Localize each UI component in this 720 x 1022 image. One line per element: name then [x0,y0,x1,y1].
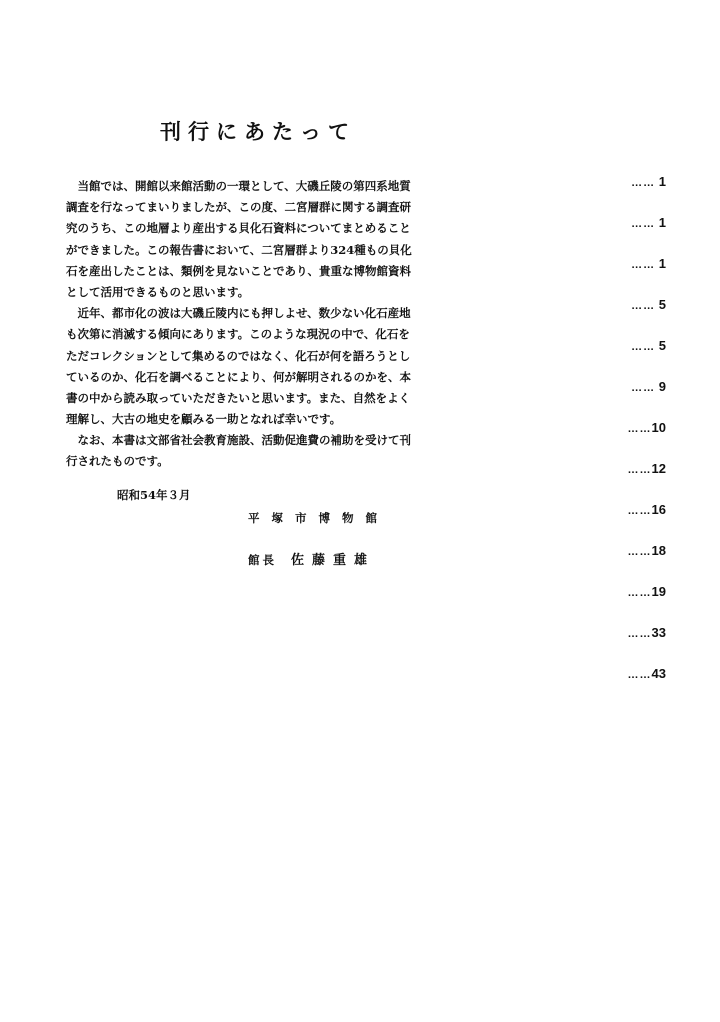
director-role: 館長 [248,553,277,567]
toc-page-number: 12 [651,461,666,476]
institution-name: 平塚市博物館 [248,511,389,525]
toc-page-number: 1 [658,174,666,189]
body-line: として活用できるものと思います。 [66,284,250,299]
body-line: ができました。この報告書において、二宮層群より324種もの貝化 [66,242,412,257]
toc-entry [631,215,666,230]
body-line: 行されたものです。 [66,454,169,469]
toc-page-number: 43 [651,666,666,681]
toc-page-number: 18 [651,543,666,558]
toc-leader: …… [631,177,656,189]
toc-entry [628,420,666,435]
toc-leader: …… [627,423,652,435]
toc-entry [628,666,666,681]
body-line: 当館では、開館以来館活動の一環として、大磯丘陵の第四系地質 [66,179,411,193]
toc-page-number: 1 [658,256,666,271]
toc-page-number: 10 [651,420,666,435]
toc-entry [628,461,666,476]
toc-leader: …… [631,382,656,394]
toc-leader: …… [631,218,656,230]
toc-leader: …… [631,259,656,271]
body-line: 石を産出したことは、類例を見ないことであり、貴重な博物館資料 [66,263,411,278]
toc-page-number: 9 [658,379,666,394]
toc-page-number: 16 [651,502,666,517]
director-name: 佐藤重雄 [291,553,376,568]
body-line: 書の中から読み取っていただきたいと思います。また、自然をよく [66,390,411,405]
toc-entry [628,502,666,517]
toc-entry [631,338,666,353]
director-signature [248,549,375,568]
body-line: も次第に消滅する傾向にあります。このような現況の中で、化石を [66,327,410,342]
toc-leader: …… [627,587,652,599]
toc-leader: …… [631,341,656,353]
toc-leader: …… [627,628,652,640]
toc-entry [631,256,666,271]
toc-leader: …… [627,464,652,476]
toc-page-number: 5 [658,338,666,353]
toc-leader: …… [627,505,652,517]
body-line: 調査を行なってまいりましたが、この度、二宮層群に関する調査研 [66,200,411,215]
toc-entry [628,543,666,558]
body-line: ただコレクションとして集めるのではなく、化石が何を語ろうとし [66,348,411,363]
toc-entry [631,174,666,189]
toc-page-number: 5 [658,297,666,312]
toc-leader: …… [627,669,652,681]
toc-page-number: 1 [658,215,666,230]
toc-entry [628,584,666,599]
toc-entry [631,379,666,394]
toc-entry [631,297,666,312]
toc-page-number: 33 [651,625,666,640]
body-line: 近年、都市化の波は大磯丘陵内にも押しよせ、数少ない化石産地 [66,306,411,321]
toc-entry [628,625,666,640]
publication-date: 昭和54年３月 [117,488,191,502]
toc-leader: …… [631,300,656,312]
body-line: なお、本書は文部省社会教育施設、活動促進費の補助を受けて刊 [66,433,411,448]
toc-page-number: 19 [651,584,666,599]
toc-leader: …… [627,546,652,558]
page-title: 刊行にあたって [160,119,356,144]
body-line: ているのか、化石を調べることにより、何が解明されるのかを、本 [66,369,411,384]
foreword-body [66,176,412,473]
body-line: 理解し、大古の地史を顧みる一助となれば幸いです。 [66,412,342,427]
body-line: 究のうち、この地層より産出する貝化石資料についてまとめること [66,221,411,236]
